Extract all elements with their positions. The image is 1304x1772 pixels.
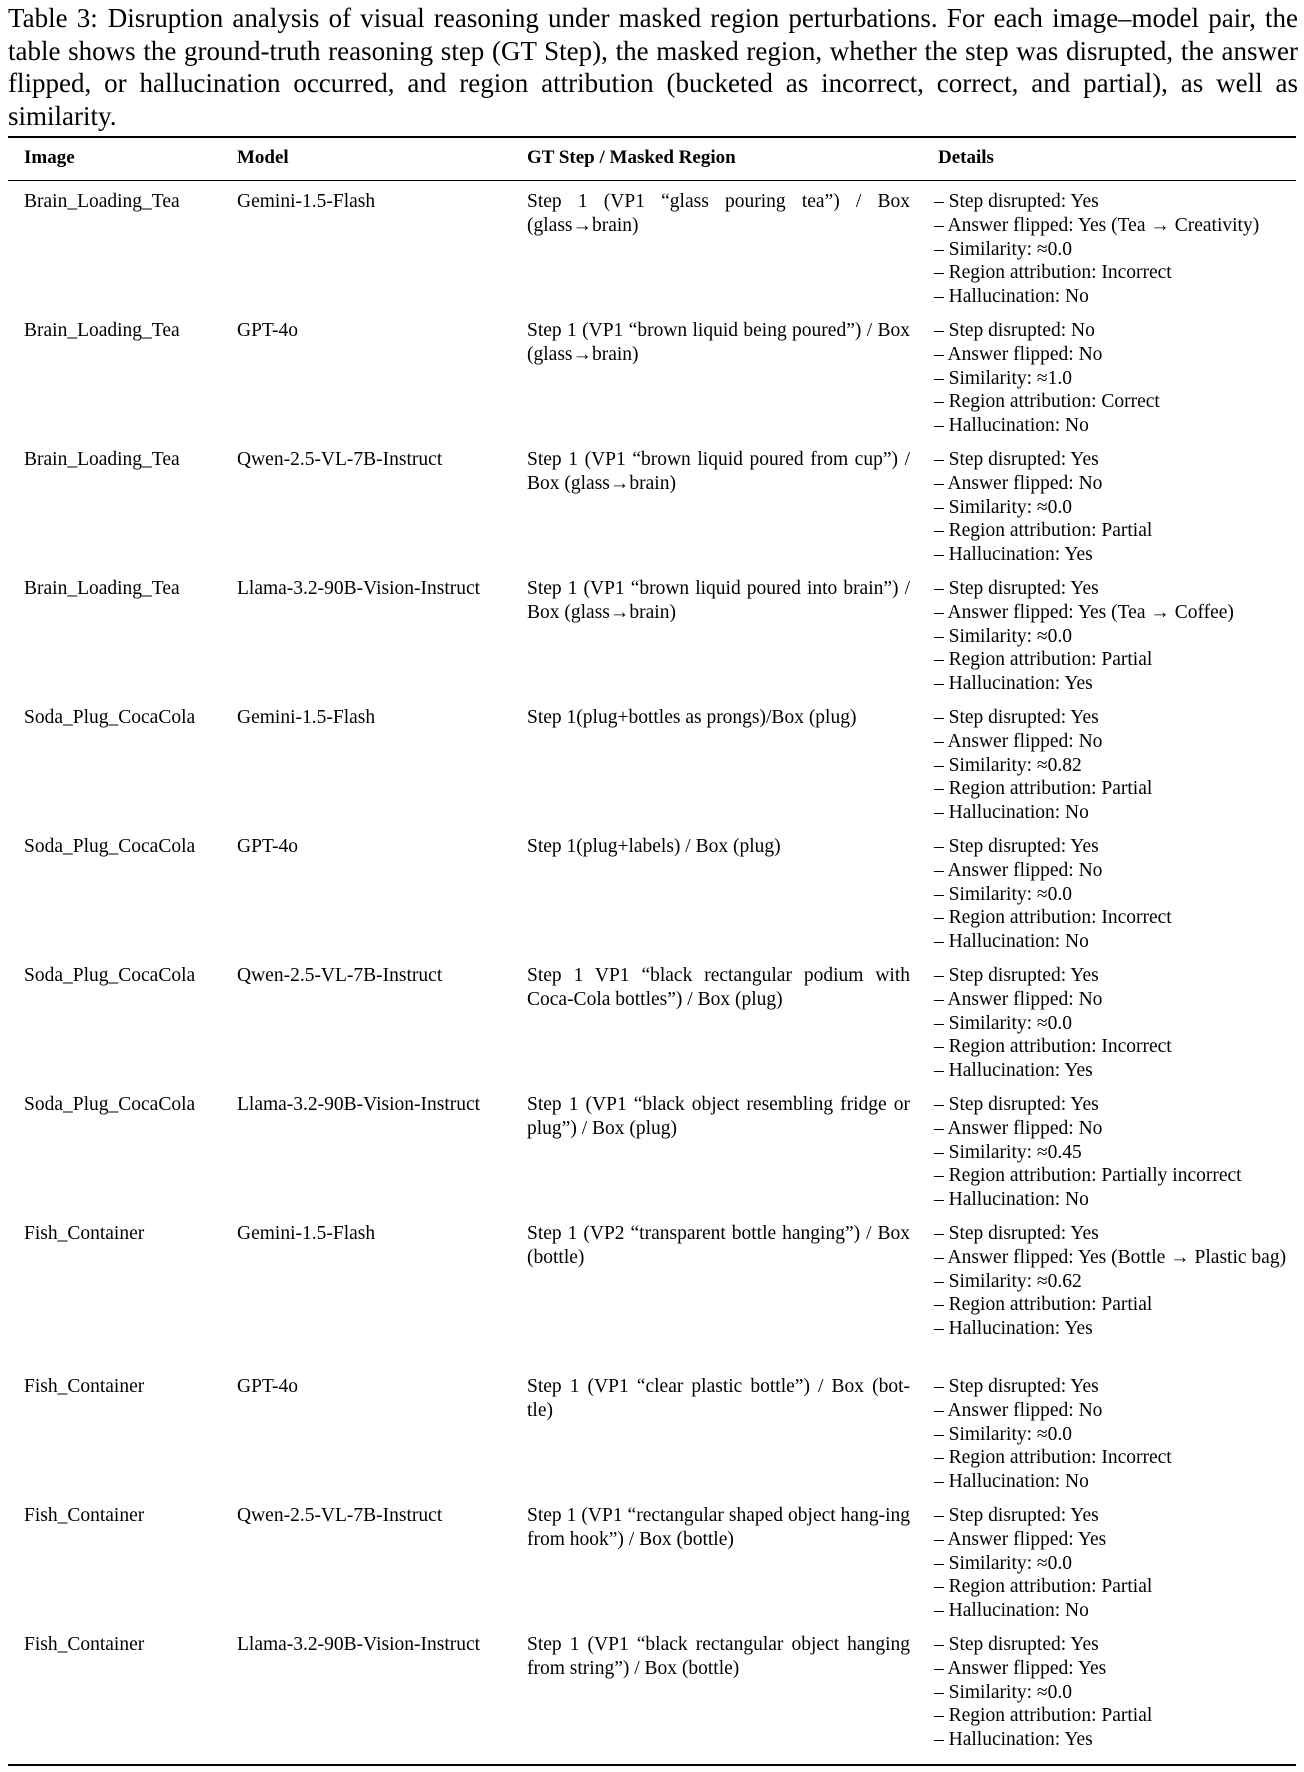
detail-line: – Step disrupted: Yes	[934, 1505, 1099, 1526]
cell-model: GPT-4o	[237, 320, 299, 341]
table-top-rule	[8, 136, 1296, 138]
detail-line: – Hallucination: Yes	[934, 1318, 1093, 1340]
detail-line: – Step disrupted: No	[934, 320, 1095, 341]
detail-line: – Answer flipped: No	[934, 730, 1103, 752]
cell-gt-step: Step 1(plug+bottles as prongs)/Box (plug)	[527, 707, 857, 728]
header-details: Details	[938, 147, 994, 168]
detail-line: – Hallucination: No	[934, 1189, 1089, 1211]
cell-details	[934, 706, 1296, 825]
table-caption	[8, 2, 1298, 132]
cell-details	[934, 190, 1296, 309]
detail-line: – Similarity: ≈0.0	[934, 1552, 1072, 1574]
detail-line: – Step disrupted: Yes	[934, 836, 1099, 857]
cell-image: Brain_Loading_Tea	[24, 320, 180, 341]
cell-details	[934, 448, 1296, 567]
cell-image: Soda_Plug_CocaCola	[24, 965, 196, 986]
caption-text: Disruption analysis of visual reasoning under masked region perturbations. For each image–model pair, the table shows the ground-truth reasoning step (GT Step), the masked region, whether the step was disrupted, the answer flipped, or hallucination occurred, and region attribution (bucketed as incorrect, correct, and partial), as well as similarity.	[8, 3, 1298, 131]
detail-line: – Similarity: ≈0.0	[934, 496, 1072, 518]
detail-line: – Hallucination: Yes	[934, 673, 1093, 695]
cell-gt-step: Step 1 (VP1 “black object resembling fridge or plug”) / Box (plug)	[527, 1094, 910, 1139]
detail-line: – Region attribution: Partial	[934, 1294, 1153, 1316]
cell-image: Brain_Loading_Tea	[24, 449, 180, 470]
cell-image: Fish_Container	[24, 1505, 145, 1526]
cell-image: Brain_Loading_Tea	[24, 578, 180, 599]
detail-line: – Answer flipped: No	[934, 859, 1103, 881]
cell-gt-step: Step 1 (VP2 “transparent bottle hanging”) / Box (bottle)	[527, 1223, 910, 1268]
detail-line: – Similarity: ≈0.45	[934, 1141, 1082, 1163]
detail-line: – Hallucination: No	[934, 1600, 1089, 1622]
header-gt-step: GT Step / Masked Region	[527, 147, 736, 168]
detail-line: – Hallucination: Yes	[934, 1060, 1093, 1082]
detail-line: – Answer flipped: No	[934, 1117, 1103, 1139]
cell-image: Soda_Plug_CocaCola	[24, 707, 196, 728]
detail-line: – Step disrupted: Yes	[934, 1094, 1099, 1115]
cell-image: Fish_Container	[24, 1634, 145, 1655]
detail-line: – Hallucination: Yes	[934, 544, 1093, 566]
cell-gt-step: Step 1 (VP1 “brown liquid being poured”) / Box (glass→brain)	[527, 320, 910, 365]
detail-line: – Step disrupted: Yes	[934, 1223, 1099, 1244]
detail-line: – Similarity: ≈0.82	[934, 754, 1082, 776]
cell-details	[934, 577, 1296, 696]
cell-details	[934, 835, 1296, 954]
detail-line: – Similarity: ≈0.0	[934, 238, 1072, 260]
header-model: Model	[237, 147, 289, 168]
cell-model: Gemini-1.5-Flash	[237, 1223, 376, 1244]
cell-gt-step: Step 1 (VP1 “clear plastic bottle”) / Box (bot-tle)	[527, 1376, 910, 1421]
cell-model: Gemini-1.5-Flash	[237, 191, 376, 212]
cell-model: Qwen-2.5-VL-7B-Instruct	[237, 1505, 443, 1526]
cell-image: Fish_Container	[24, 1376, 145, 1397]
detail-line: – Region attribution: Partial	[934, 1576, 1153, 1598]
caption-label: Table 3:	[8, 3, 98, 33]
cell-details	[934, 1093, 1296, 1212]
detail-line: – Region attribution: Correct	[934, 391, 1160, 413]
detail-line: – Answer flipped: Yes (Tea → Coffee)	[934, 601, 1234, 623]
cell-gt-step: Step 1 (VP1 “glass pouring tea”) / Box (glass→brain)	[527, 191, 910, 236]
detail-line: – Similarity: ≈1.0	[934, 367, 1072, 389]
cell-details	[934, 1375, 1296, 1494]
cell-image: Soda_Plug_CocaCola	[24, 836, 196, 857]
cell-details	[934, 319, 1296, 438]
cell-model: GPT-4o	[237, 836, 299, 857]
cell-gt-step: Step 1(plug+labels) / Box (plug)	[527, 836, 781, 857]
cell-model: Qwen-2.5-VL-7B-Instruct	[237, 449, 443, 470]
detail-line: – Answer flipped: No	[934, 1399, 1103, 1421]
detail-line: – Answer flipped: No	[934, 343, 1103, 365]
cell-details	[934, 1504, 1296, 1623]
detail-line: – Step disrupted: Yes	[934, 1376, 1099, 1397]
cell-model: Llama-3.2-90B-Vision-Instruct	[237, 578, 481, 599]
detail-line: – Hallucination: No	[934, 415, 1089, 437]
detail-line: – Hallucination: No	[934, 802, 1089, 824]
detail-line: – Step disrupted: Yes	[934, 1634, 1099, 1655]
detail-line: – Region attribution: Partially incorrect	[934, 1165, 1242, 1187]
cell-details	[934, 1222, 1296, 1341]
detail-line: – Hallucination: No	[934, 286, 1089, 308]
detail-line: – Step disrupted: Yes	[934, 965, 1099, 986]
detail-line: – Step disrupted: Yes	[934, 578, 1099, 599]
detail-line: – Step disrupted: Yes	[934, 191, 1099, 212]
table-bottom-rule	[8, 1764, 1296, 1766]
detail-line: – Region attribution: Incorrect	[934, 1036, 1172, 1058]
cell-gt-step: Step 1 (VP1 “brown liquid poured from cup”) / Box (glass→brain)	[527, 449, 910, 494]
detail-line: – Similarity: ≈0.0	[934, 1681, 1072, 1703]
detail-line: – Region attribution: Incorrect	[934, 262, 1172, 284]
cell-gt-step: Step 1 (VP1 “black rectangular object hanging from string”) / Box (bottle)	[527, 1634, 910, 1679]
cell-image: Fish_Container	[24, 1223, 145, 1244]
detail-line: – Answer flipped: Yes (Bottle → Plastic bag)	[934, 1246, 1287, 1268]
cell-model: Qwen-2.5-VL-7B-Instruct	[237, 965, 443, 986]
cell-image: Brain_Loading_Tea	[24, 191, 180, 212]
detail-line: – Region attribution: Incorrect	[934, 1447, 1172, 1469]
detail-line: – Hallucination: No	[934, 1471, 1089, 1493]
cell-details	[934, 964, 1296, 1083]
detail-line: – Hallucination: Yes	[934, 1729, 1093, 1751]
cell-model: GPT-4o	[237, 1376, 299, 1397]
detail-line: – Hallucination: No	[934, 931, 1089, 953]
header-image: Image	[24, 147, 75, 168]
detail-line: – Step disrupted: Yes	[934, 707, 1099, 728]
cell-details	[934, 1633, 1296, 1752]
detail-line: – Answer flipped: Yes	[934, 1657, 1107, 1679]
detail-line: – Similarity: ≈0.62	[934, 1270, 1082, 1292]
detail-line: – Region attribution: Incorrect	[934, 907, 1172, 929]
cell-model: Gemini-1.5-Flash	[237, 707, 376, 728]
detail-line: – Answer flipped: Yes	[934, 1528, 1107, 1550]
detail-line: – Step disrupted: Yes	[934, 449, 1099, 470]
detail-line: – Answer flipped: No	[934, 472, 1103, 494]
cell-model: Llama-3.2-90B-Vision-Instruct	[237, 1634, 481, 1655]
detail-line: – Similarity: ≈0.0	[934, 1012, 1072, 1034]
detail-line: – Similarity: ≈0.0	[934, 1423, 1072, 1445]
detail-line: – Region attribution: Partial	[934, 778, 1153, 800]
cell-model: Llama-3.2-90B-Vision-Instruct	[237, 1094, 481, 1115]
detail-line: – Region attribution: Partial	[934, 649, 1153, 671]
cell-gt-step: Step 1 (VP1 “rectangular shaped object hang-ing from hook”) / Box (bottle)	[527, 1505, 910, 1550]
detail-line: – Region attribution: Partial	[934, 1705, 1153, 1727]
detail-line: – Answer flipped: No	[934, 988, 1103, 1010]
detail-line: – Answer flipped: Yes (Tea → Creativity)	[934, 214, 1260, 236]
cell-gt-step: Step 1 (VP1 “brown liquid poured into brain”) / Box (glass→brain)	[527, 578, 910, 623]
table-header-rule	[8, 180, 1296, 181]
detail-line: – Similarity: ≈0.0	[934, 625, 1072, 647]
cell-image: Soda_Plug_CocaCola	[24, 1094, 196, 1115]
detail-line: – Region attribution: Partial	[934, 520, 1153, 542]
cell-gt-step: Step 1 VP1 “black rectangular podium with Coca-Cola bottles”) / Box (plug)	[527, 965, 910, 1010]
detail-line: – Similarity: ≈0.0	[934, 883, 1072, 905]
